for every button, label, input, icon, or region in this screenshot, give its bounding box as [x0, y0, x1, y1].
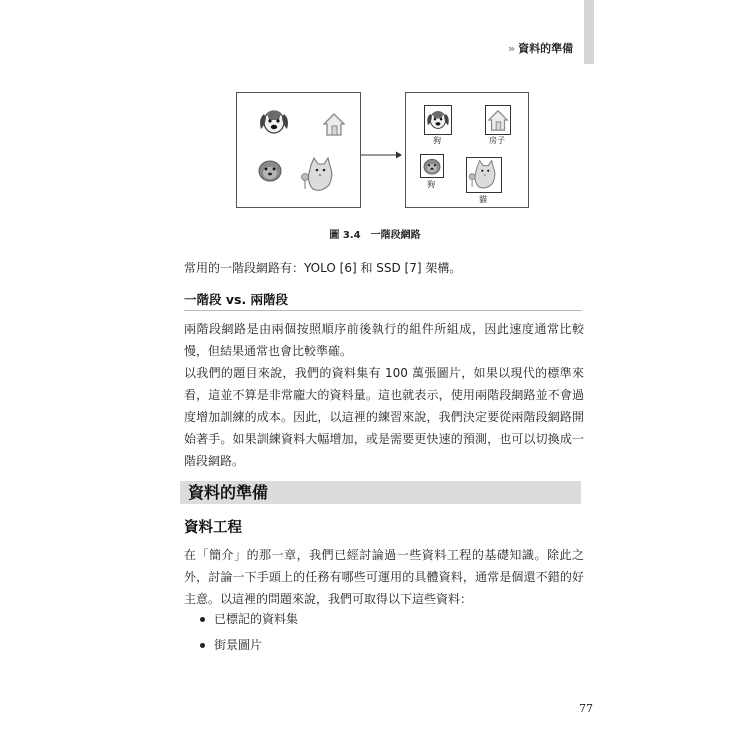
small-dog-icon: [255, 157, 285, 183]
dog-icon: [257, 107, 291, 137]
input-image-box: [236, 92, 361, 208]
label-dog: 狗: [433, 136, 441, 145]
arrow-right-icon: [361, 150, 403, 160]
house-icon: [486, 106, 510, 134]
detection-box-house: [485, 105, 511, 135]
cat-icon: [299, 155, 339, 195]
figure-caption-text: 一階段網路: [370, 230, 421, 241]
list-item: 已標記的資料集: [200, 608, 298, 634]
label-house: 房子: [489, 136, 505, 145]
detection-box-small-dog: [420, 154, 444, 178]
subheading-one-vs-two-stage: 一階段 vs. 兩階段: [184, 292, 289, 307]
intro-line: 常用的一階段網路有：YOLO [6] 和 SSD [7] 架構。: [184, 261, 462, 275]
cat-icon: [467, 158, 501, 192]
chevron-right-icon: »: [508, 42, 513, 55]
paragraph-dataset: 以我們的題目來說，我們的資料集有 100 萬張圖片，如果以現代的標準來看，這並不算是非常龐大的資料量。這也就表示，使用兩階段網路並不會過度增加訓練的成本。因此，以這裡的練習來說，我們決定要從兩階段網路開始著手。如果訓練資料大幅增加，或是需要更快速的預測，也可以切換成一階段網路。: [184, 366, 584, 468]
house-icon: [321, 111, 347, 137]
dog-icon: [425, 106, 451, 134]
subheading-divider: [184, 310, 582, 311]
paragraph-two-stage: 兩階段網路是由兩個按照順序前後執行的組件所組成，因此速度通常比較慢，但結果通常也會比較準確。: [184, 322, 584, 358]
page-number: 77: [579, 702, 593, 715]
running-header-title: 資料的準備: [518, 42, 574, 55]
section-title: 資料的準備: [188, 483, 269, 502]
label-dog-2: 狗: [427, 180, 435, 189]
page-edge-tab: [584, 0, 594, 64]
list-item: 街景圖片: [200, 634, 298, 660]
figure-caption-number: 圖 3.4: [329, 230, 361, 241]
small-dog-icon: [421, 155, 443, 177]
figure-caption: [0, 226, 750, 241]
label-cat: 貓: [479, 195, 487, 204]
paragraph-data-engineering: 在「簡介」的那一章，我們已經討論過一些資料工程的基礎知識。除此之外，討論一下手頭上的任務有哪些可運用的具體資料，通常是個還不錯的好主意。以這裡的問題來說，我們可取得以下這些資料：: [184, 548, 584, 606]
subsection-title: 資料工程: [184, 520, 242, 536]
data-source-list: [200, 608, 298, 660]
detection-box-cat: [466, 157, 502, 193]
figure-one-stage-network: [236, 92, 528, 210]
detection-output-box: [405, 92, 529, 208]
detection-box-dog: [424, 105, 452, 135]
running-header: [508, 40, 573, 56]
